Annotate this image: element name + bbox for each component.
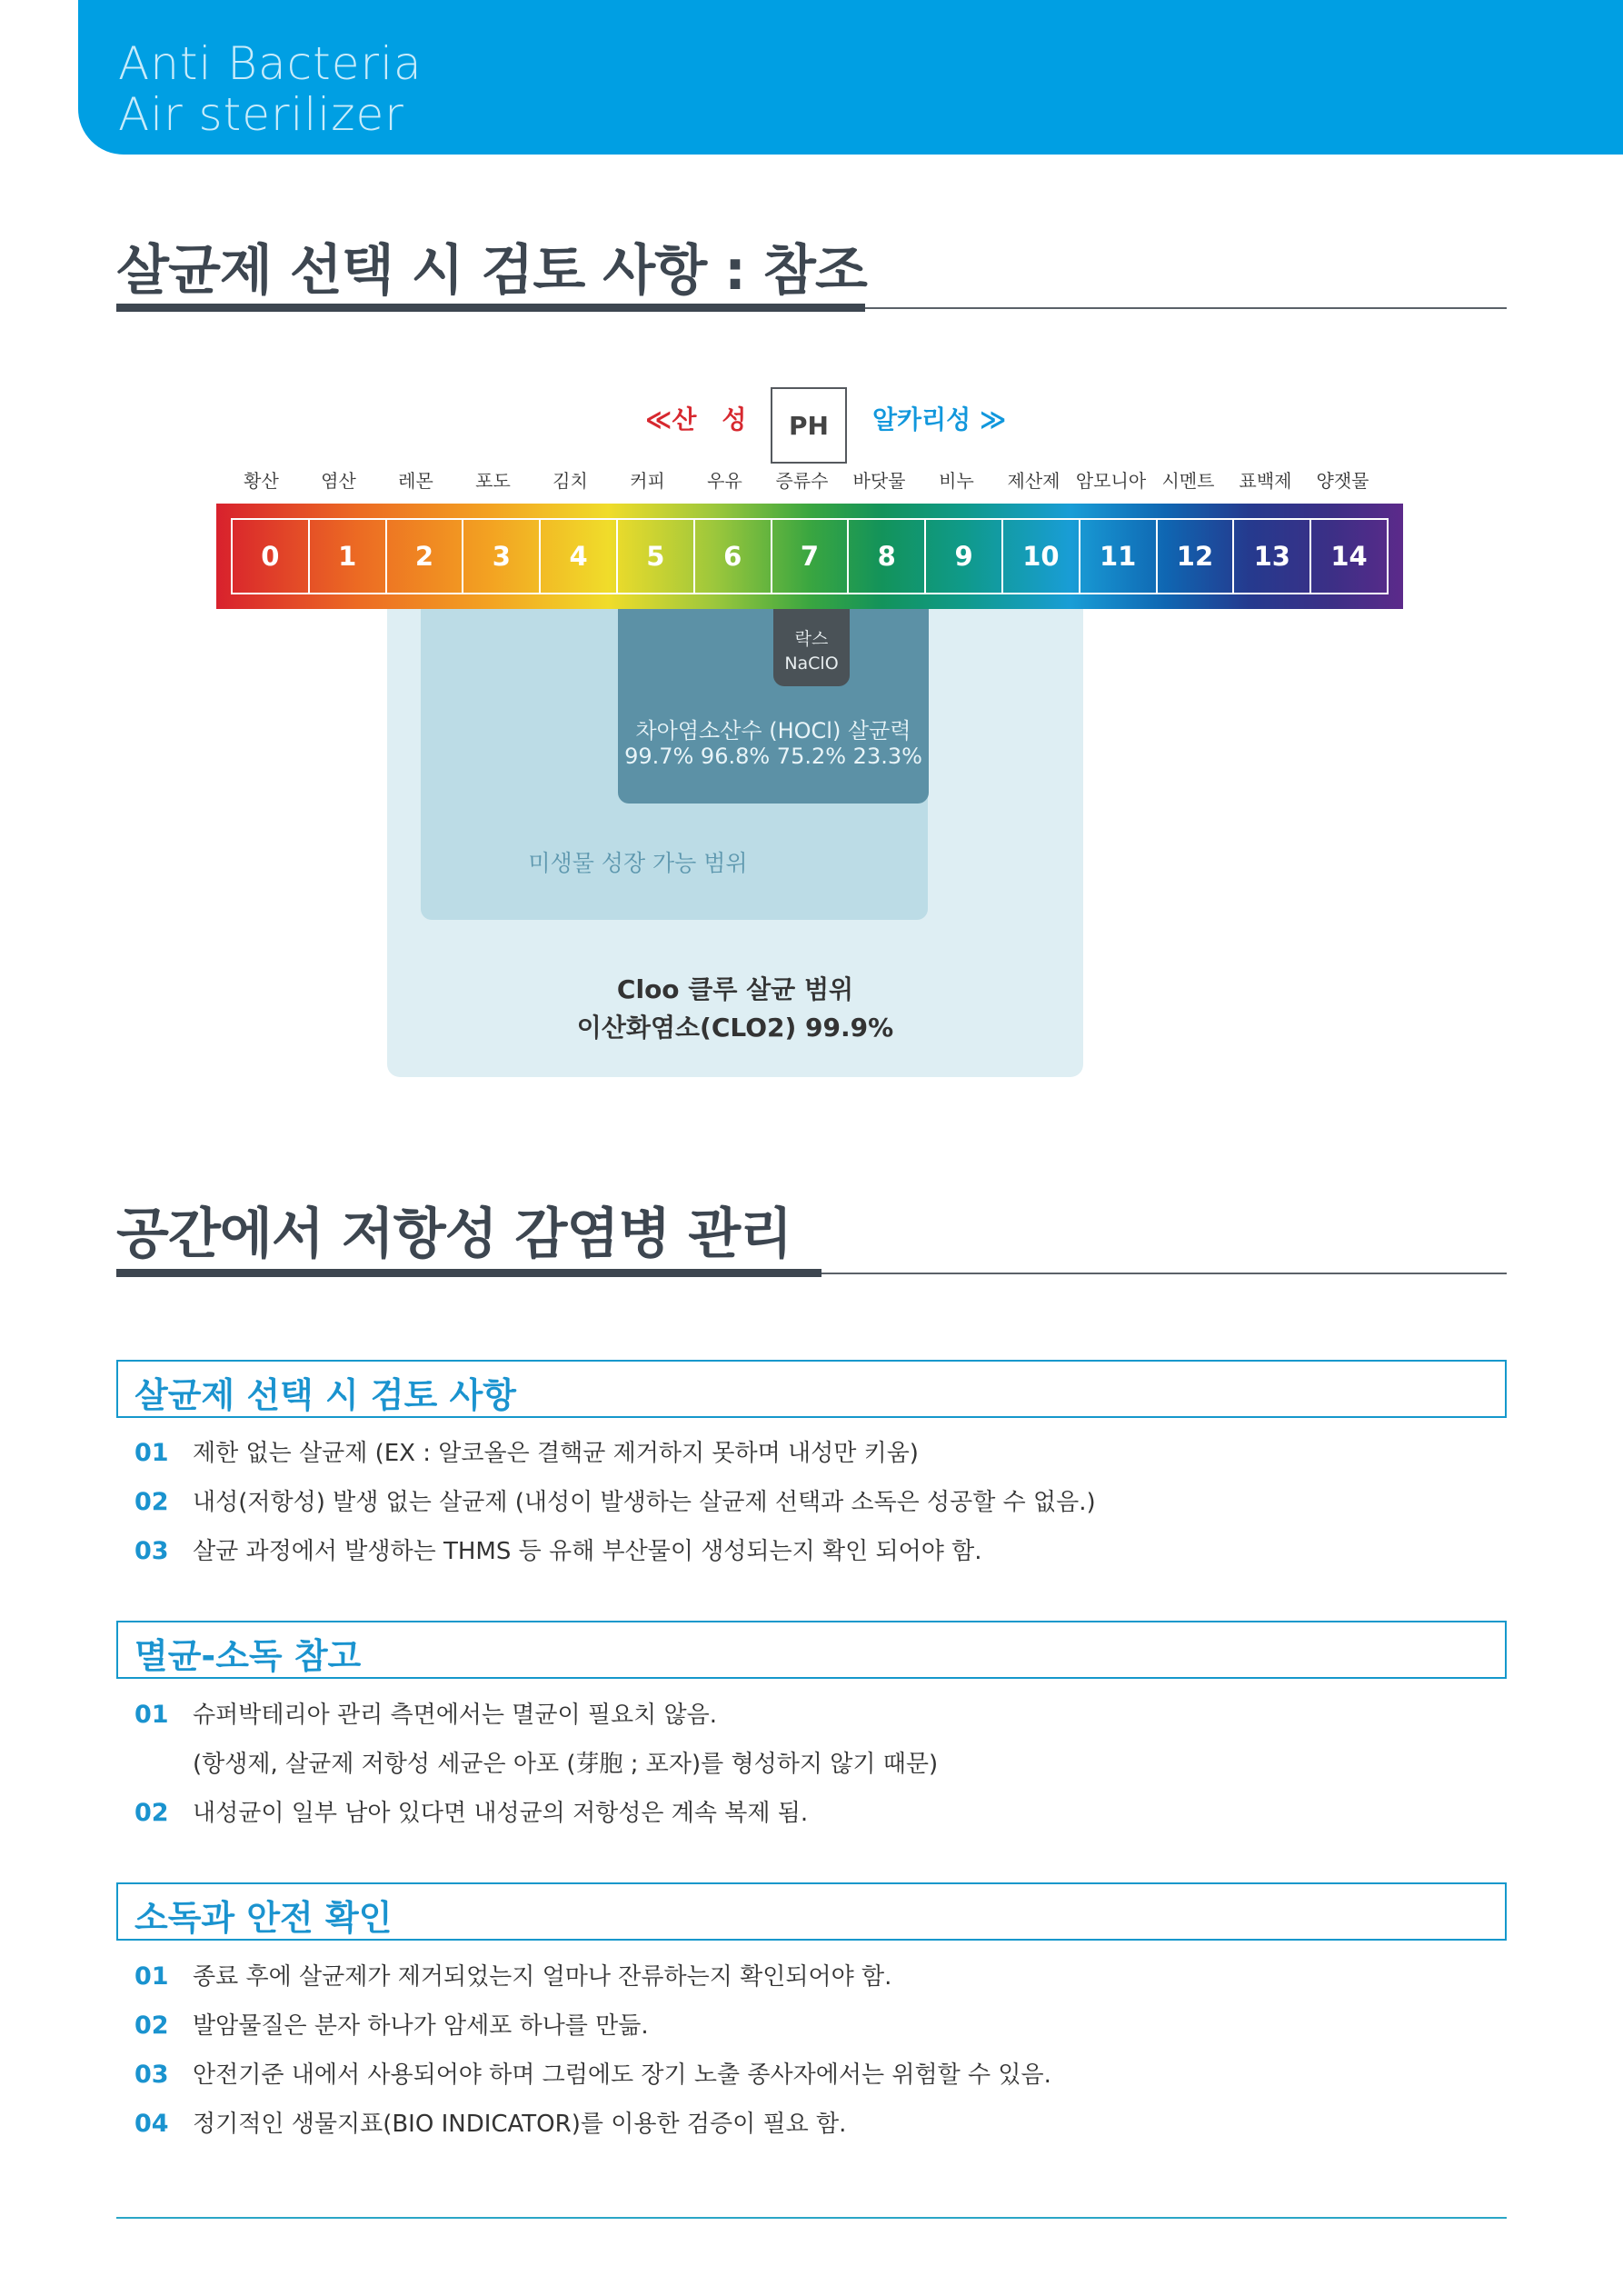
subsection-title: 멸균-소독 참고: [134, 1636, 362, 1676]
lax-label: 락스: [794, 629, 829, 649]
substance-label: 비누: [939, 470, 974, 492]
clo2-value: 이산화염소(CLO2) 99.9%: [576, 1013, 894, 1043]
item-text: 발암물질은 분자 하나가 암세포 하나를 만듦.: [193, 2012, 649, 2040]
list-item: [134, 1745, 938, 1779]
substance-label: 염산: [321, 470, 356, 492]
ph-cell: 7: [772, 520, 850, 593]
list-item: [134, 1958, 891, 1992]
item-number: 03: [134, 1537, 169, 1565]
subsection-box: [116, 1360, 1507, 1418]
section-title-reference: 살균제 선택 시 검토 사항 : 참조: [116, 239, 867, 303]
alkali-label: 알카리성 ≫: [872, 404, 1007, 434]
item-text: (항생제, 살균제 저항성 세균은 아포 (芽胞 ; 포자)를 형성하지 않기 때문): [193, 1751, 939, 1778]
substance-label: 암모니아: [1075, 470, 1147, 492]
hocl-label: [618, 718, 929, 769]
list-item: [134, 2105, 846, 2139]
substance-label: 황산: [244, 470, 279, 492]
substance-label: 표백제: [1239, 470, 1292, 492]
ph-cell: 2: [387, 520, 464, 593]
section-title-rule: [865, 307, 1507, 309]
item-text: 정기적인 생물지표(BIO INDICATOR)를 이용한 검증이 필요 함.: [193, 2111, 847, 2138]
subsection-box: [116, 1621, 1507, 1679]
hocl-values: 99.7% 96.8% 75.2% 23.3%: [624, 744, 922, 769]
item-number: 01: [134, 1701, 169, 1729]
subsection-title: 소독과 안전 확인: [134, 1898, 393, 1938]
item-text: 종료 후에 살균제가 제거되었는지 얼마나 잔류하는지 확인되어야 함.: [193, 1963, 892, 1991]
ph-cell: 11: [1080, 520, 1158, 593]
ph-cell: 9: [926, 520, 1003, 593]
ph-cell: 12: [1158, 520, 1235, 593]
list-item: [134, 1794, 808, 1828]
substance-label: 제산제: [1007, 470, 1060, 492]
list-item: [134, 1532, 982, 1566]
substance-label: 포도: [475, 470, 511, 492]
ph-box: PH: [771, 387, 847, 464]
item-number: 01: [134, 1962, 169, 1991]
list-item: [134, 1434, 919, 1468]
item-text: 제한 없는 살균제 (EX : 알코올은 결핵균 제거하지 못하며 내성만 키움): [193, 1440, 919, 1467]
cloo-range-label: [387, 971, 1083, 1047]
naclo-label: NaClO: [784, 654, 839, 674]
section-title-underline: [116, 304, 865, 312]
list-item: [134, 1483, 1096, 1517]
substance-label: 커피: [630, 470, 665, 492]
brand-logo-text: [118, 38, 423, 140]
substance-label: 시멘트: [1161, 470, 1215, 492]
hocl-title: 차아염소산수 (HOCl) 살균력: [635, 718, 911, 744]
ph-scale-cells: [231, 518, 1389, 594]
ph-cell: 5: [618, 520, 695, 593]
item-number: 02: [134, 1799, 169, 1827]
substance-labels: [223, 466, 1369, 494]
brand-line-1: Anti Bacteria: [118, 37, 423, 90]
ph-cell: 1: [310, 520, 387, 593]
substance-label: 김치: [553, 470, 588, 492]
acid-label: ≪산 성: [645, 404, 747, 434]
item-text: 안전기준 내에서 사용되어야 하며 그럼에도 장기 노출 종사자에서는 위험할 수 있음.: [193, 2061, 1051, 2089]
item-number: 02: [134, 1488, 169, 1516]
ph-cell: 6: [695, 520, 772, 593]
ph-cell: 10: [1003, 520, 1080, 593]
list-item: [134, 2056, 1051, 2090]
footer-rule: [116, 2217, 1507, 2219]
item-text: 살균 과정에서 발생하는 THMS 등 유해 부산물이 생성되는지 확인 되어야 함.: [193, 1538, 982, 1565]
section-title-underline: [116, 1269, 821, 1277]
item-number: 01: [134, 1439, 169, 1467]
substance-label: 레몬: [398, 470, 433, 492]
subsection-box: [116, 1882, 1507, 1941]
item-text: 내성(저항성) 발생 없는 살균제 (내성이 발생하는 살균제 선택과 소독은 성공할 수 없음.): [193, 1489, 1096, 1516]
substance-label: 우유: [707, 470, 742, 492]
substance-label: 증류수: [775, 470, 829, 492]
ph-cell: 4: [541, 520, 618, 593]
item-number: 04: [134, 2110, 169, 2138]
item-number: 03: [134, 2061, 169, 2089]
cloo-title: Cloo 클루 살균 범위: [616, 974, 854, 1004]
section-title-resistance: 공간에서 저항성 감염병 관리: [116, 1203, 792, 1266]
microbe-growth-label: 미생물 성장 가능 범위: [528, 850, 748, 876]
ph-cell: 8: [849, 520, 926, 593]
lax-naclo-marker: [773, 609, 850, 686]
list-item: [134, 2007, 649, 2041]
substance-label: 바닷물: [852, 470, 906, 492]
list-item: [134, 1696, 717, 1730]
item-text: 내성균이 일부 남아 있다면 내성균의 저항성은 계속 복제 됨.: [193, 1800, 809, 1827]
ph-cell: 13: [1234, 520, 1311, 593]
section-title-rule: [821, 1273, 1507, 1274]
subsection-title: 살균제 선택 시 검토 사항: [134, 1375, 516, 1415]
item-text: 슈퍼박테리아 관리 측면에서는 멸균이 필요치 않음.: [193, 1702, 718, 1729]
ph-cell: 14: [1330, 541, 1368, 572]
item-number: 02: [134, 2011, 169, 2040]
brand-line-2: Air sterilizer: [118, 88, 404, 141]
substance-label: 양잿물: [1316, 470, 1369, 492]
ph-cell: 3: [463, 520, 541, 593]
ph-cell: 0: [233, 520, 310, 593]
